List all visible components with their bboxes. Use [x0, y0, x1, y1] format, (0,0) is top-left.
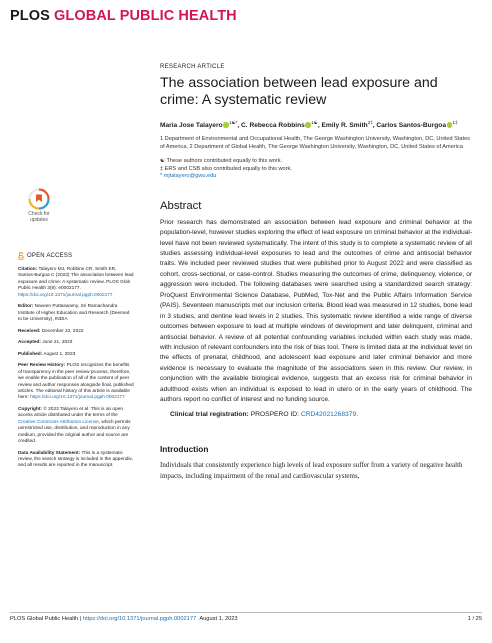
- open-access-label: OPEN ACCESS: [27, 253, 73, 259]
- received-value: December 22, 2022: [41, 328, 84, 334]
- trial-registration-end: .: [356, 410, 359, 418]
- footer-date: August 1, 2023: [199, 616, 238, 622]
- article-title: The association between lead exposure and crime: A systematic review: [160, 75, 438, 108]
- data-availability-text: This is a systematic review, the search strategy is included in the appendix, and all results are reported in the manuscript.: [18, 450, 134, 469]
- published-value: August 1, 2023: [43, 351, 76, 357]
- journal-name: GLOBAL PUBLIC HEALTH: [54, 8, 237, 24]
- editor-label: Editor:: [18, 304, 34, 310]
- peer-review-history: [18, 363, 134, 401]
- received-label: Received:: [18, 328, 41, 334]
- author-list: [160, 118, 472, 130]
- article-type: RESEARCH ARTICLE: [160, 64, 225, 70]
- author[interactable]: [160, 122, 237, 129]
- check-updates-icon: [28, 188, 50, 210]
- citation-doi-link[interactable]: https://doi.org/10.1371/journal.pgph.0002177: [18, 292, 113, 298]
- trial-registration: [160, 411, 472, 418]
- author-sup: 1☯*: [229, 120, 238, 125]
- citation-label: Citation:: [18, 267, 38, 272]
- author-separator: ,: [372, 122, 377, 130]
- joint-contribution-note: ‡ ERS and CSB also contributed equally to this work.: [160, 165, 292, 172]
- data-availability-label: Data Availability Statement:: [18, 450, 81, 456]
- plos-brand: PLOS: [10, 8, 50, 24]
- peer-review-text: PLOS recognizes the benefits of transparency in the peer review process; therefore, we enable the publication of all of the content of peer review and author responses alongside final, published articles. The editorial history of this article is available here:: [18, 363, 134, 401]
- accepted-date: [18, 340, 134, 346]
- trial-registration-text: PROSPERO ID:: [250, 410, 299, 418]
- corresponding-email-link[interactable]: * mjtalayero@gwu.edu: [160, 173, 217, 180]
- open-lock-icon: [18, 252, 24, 260]
- footer-doi-link[interactable]: https://doi.org/10.1371/journal.pgph.0002177: [82, 616, 197, 622]
- check-updates-line1: Check for: [28, 211, 50, 217]
- author-sup: 2‡: [367, 120, 373, 125]
- article-metadata-sidebar: [18, 252, 134, 475]
- copyright-text-a: © 2023 Talayero et al. This is an open access article distributed under the terms of the: [18, 407, 123, 419]
- editor-text: Naveen Puttaswamy, Sri Ramachandra Institute of Higher Education and Research (Deemed to be University), INDIA: [18, 304, 130, 323]
- copyright-label: Copyright:: [18, 407, 43, 413]
- footer-journal: PLOS Global Public Health: [10, 616, 79, 622]
- data-availability: [18, 451, 134, 470]
- author-sup: 1☯: [311, 120, 318, 125]
- author-notes: [160, 158, 472, 180]
- check-for-updates-badge[interactable]: [24, 188, 54, 223]
- author[interactable]: [241, 122, 318, 129]
- peer-review-link[interactable]: https://doi.org/10.1371/journal.pgph.0002177: [30, 395, 125, 401]
- editor: [18, 304, 134, 323]
- author-name: Maria Jose Talayero: [160, 122, 223, 130]
- citation: [18, 267, 134, 299]
- page-number: 1 / 25: [467, 616, 482, 622]
- prospero-id-link[interactable]: CRD42021268379: [300, 410, 357, 418]
- journal-masthead: [10, 8, 237, 24]
- author-separator: ,: [317, 122, 322, 130]
- affiliation-text: 1 Department of Environmental and Occupational Health, The George Washington University, Washington, DC, United States of America, 2 Department of Global Health, The George Washington University, Washington, DC, United States of America: [160, 136, 470, 150]
- trial-registration-label: Clinical trial registration:: [170, 410, 249, 418]
- author-sup: 1‡: [452, 120, 458, 125]
- copyright: [18, 407, 134, 445]
- author[interactable]: [322, 122, 373, 129]
- article-meta: [18, 267, 134, 470]
- footer-citation: [10, 616, 238, 622]
- open-access-badge: [18, 252, 134, 260]
- footer-separator: |: [78, 616, 83, 622]
- abstract-heading: Abstract: [160, 199, 202, 212]
- published-label: Published:: [18, 351, 43, 357]
- published-date: [18, 352, 134, 358]
- article-main: [160, 64, 472, 482]
- author-name: Carlos Santos-Burgoa: [376, 122, 446, 130]
- introduction-heading: Introduction: [160, 443, 209, 454]
- cc-license-link[interactable]: Creative Commons Attribution License: [18, 419, 99, 425]
- author-name: Emily R. Smith: [321, 122, 368, 130]
- orcid-icon[interactable]: [447, 122, 453, 128]
- peer-review-label: Peer Review History:: [18, 363, 66, 369]
- orcid-icon[interactable]: [305, 122, 311, 128]
- accepted-value: June 21, 2023: [42, 340, 73, 346]
- affiliations: [160, 136, 472, 151]
- received-date: [18, 329, 134, 335]
- citation-text: Talayero MJ, Robbins CR, Smith ER, Santos-Burgoa C (2023) The association between lead exposure and crime: A systematic review. PLOS Glob Public Health 3(8): e0002177.: [18, 267, 134, 292]
- introduction-body: Individuals that consistently experience high levels of lead exposure suffer from a variety of negative health impacts, including impairment of the renal and cardiovascular systems,: [160, 460, 463, 480]
- accepted-label: Accepted:: [18, 340, 41, 346]
- copyright-text-b: , which permits unrestricted use, distribution, and reproduction in any medium, provided the original author and source are credited.: [18, 419, 131, 445]
- orcid-icon[interactable]: [223, 122, 229, 128]
- abstract-body: Prior research has demonstrated an association between lead exposure and criminal behavior at the population-level, however studies exploring the effect of lead exposure on criminal behavior at the individual-level have not been reviewed systematically. The intent of this study is to complete a systematic review of all studies assessing individual-level exposures to lead and the outcomes of crime and antisocial behavior traits. We included peer reviewed studies that were published prior to August 2022 and were classified as cohort, cross-sectional, or case-control. Studies measuring the outcomes of crime, delinquency, violence, or aggression were included. The following databases were searched using a standardized search strategy: ProQuest Environmental Science Database, PubMed, Tox-Net and the Public Affairs Information Service (PAIS). Seventeen manuscripts met our inclusion criteria. Blood lead was measured in 12 studies, bone lead in 3 studies, and dentine lead levels in 2 studies. This systematic review identified a wide range of diverse outcomes between exposure to lead at multiple windows of development and later delinquent, criminal and antisocial behavior. A review of all potential confounding variables included within each study was made, with inclusion of relevant confounders into the risk of bias tool. There is limited data at the individual level on the effects of prenatal, childhood, and adolescent lead exposure and later criminal behavior and more evidence is necessary to evaluate the magnitude of the associations seen in this review. Our review, in conjunction with the available biological evidence, suggests that an excess risk for criminal behavior in adulthood exists when an individual is exposed to lead in utero or in the early years of childhood. The authors report no conflict of interest and no funding source.: [160, 218, 472, 404]
- author[interactable]: [376, 122, 457, 129]
- author-separator: ,: [237, 122, 242, 130]
- check-updates-line2: updates: [30, 216, 48, 223]
- equal-contribution-note: ☯ These authors contributed equally to this work.: [160, 158, 283, 165]
- author-name: C. Rebecca Robbins: [241, 122, 305, 130]
- page-footer: [10, 612, 482, 622]
